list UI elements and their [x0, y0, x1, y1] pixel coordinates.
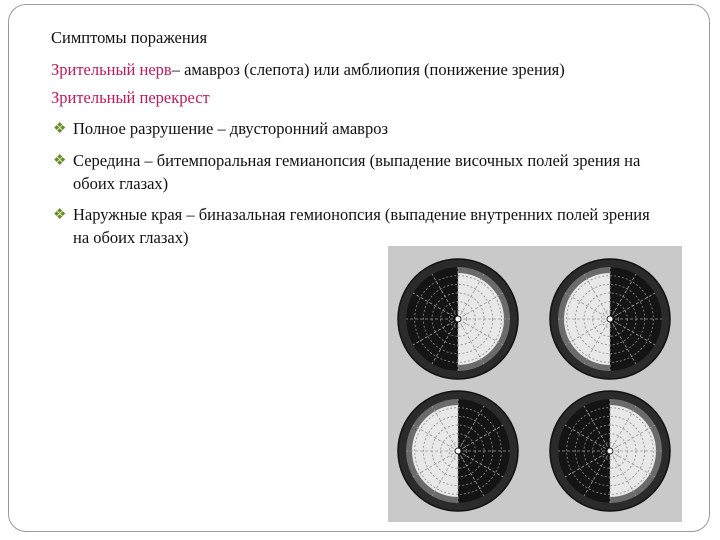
diamond-bullet-icon: ❖ — [53, 151, 67, 169]
visual-field-diagrams — [388, 246, 682, 522]
bullet-item — [53, 149, 673, 195]
diamond-bullet-icon: ❖ — [53, 205, 67, 223]
bullet-text: Полное разрушение – двусторонний амавроз — [73, 119, 388, 138]
bullet-item — [53, 117, 683, 140]
diamond-bullet-icon: ❖ — [53, 119, 67, 137]
slide-heading: Симптомы поражения — [51, 28, 208, 47]
visual-field-disc — [398, 259, 518, 379]
bullet-text: Наружные края – биназальная гемионопсия (выпадение внутренних полей зрения на обоих глазах) — [73, 205, 650, 247]
visual-field-disc — [550, 259, 670, 379]
visual-field-disc — [550, 391, 670, 511]
bullet-item — [53, 203, 663, 249]
bullet-text: Середина – битемпоральная гемианопсия (выпадение височных полей зрения на обоих глазах) — [73, 151, 641, 193]
optic-chiasm-term: Зрительный перекрест — [51, 88, 210, 107]
visual-field-disc — [398, 391, 518, 511]
optic-nerve-line — [51, 59, 565, 81]
optic-nerve-term: Зрительный нерв — [51, 60, 172, 79]
optic-nerve-text: – амавроз (слепота) или амблиопия (понижение зрения) — [171, 60, 565, 79]
visual-field-svg — [388, 246, 682, 522]
